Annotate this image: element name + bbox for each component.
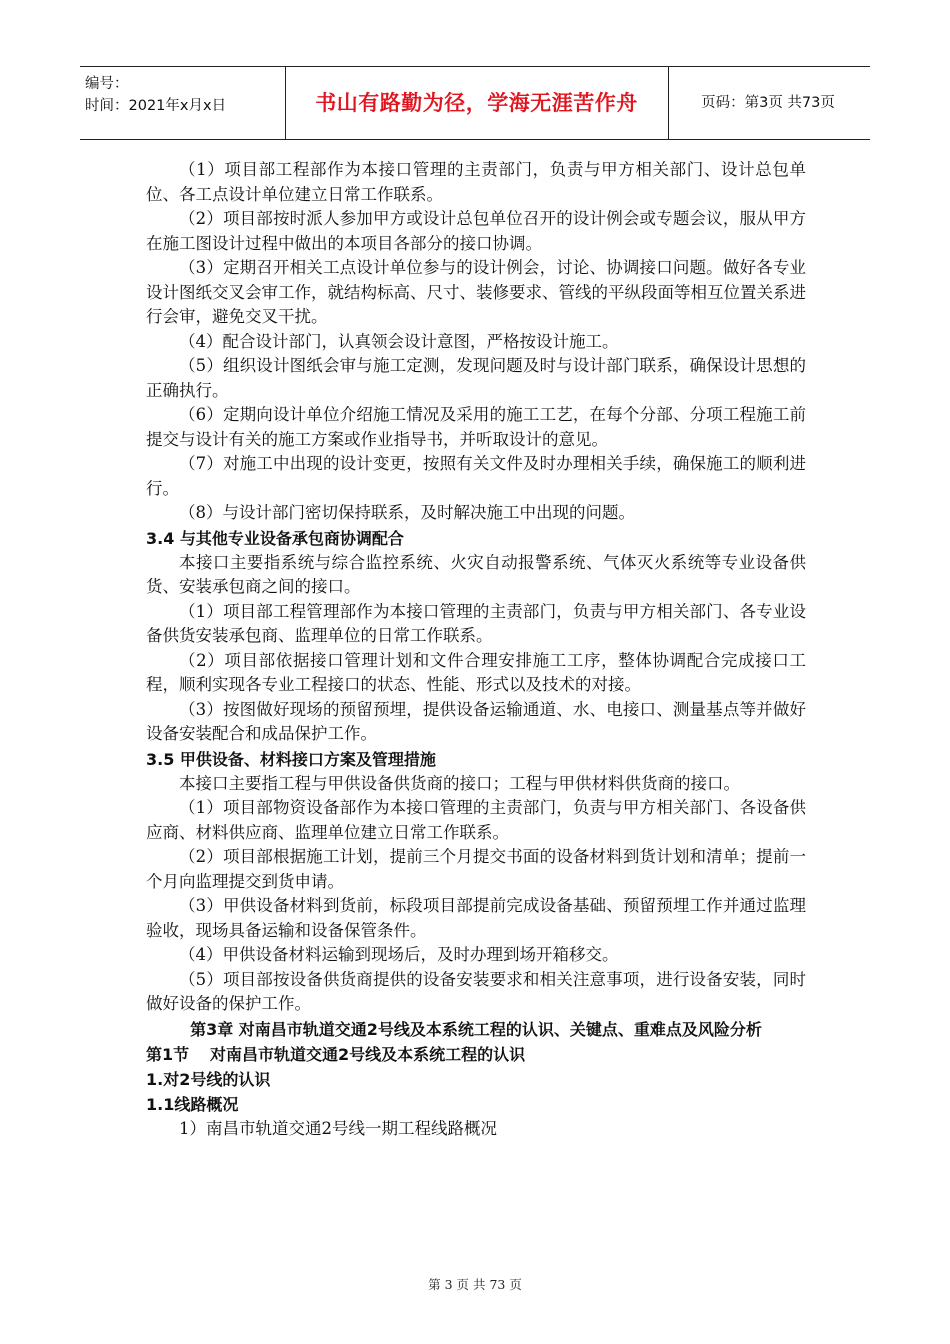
header-motto: 书山有路勤为径，学海无涯苦作舟 xyxy=(315,91,638,115)
chapter-heading: 第3章 对南昌市轨道交通2号线及本系统工程的认识、关键点、重难点及风险分析 xyxy=(190,1019,762,1039)
document-body xyxy=(146,158,806,1141)
section-title: 对南昌市轨道交通2号线及本系统工程的认识 xyxy=(210,1044,526,1064)
document-time-label: 时间：2021年x月x日 xyxy=(85,98,227,114)
page-footer: 第 3 页 共 73 页 xyxy=(428,1277,522,1292)
list-item: （8）与设计部门密切保持联系，及时解决施工中出现的问题。 xyxy=(179,503,635,522)
list-item: （3）甲供设备材料到货前，标段项目部提前完成设备基础、预留预埋工作并通过监理验收，现场具备运输和设备保管条件。 xyxy=(146,896,806,940)
header-meta xyxy=(85,73,226,117)
list-item: （3）定期召开相关工点设计单位参与的设计例会，讨论、协调接口问题。做好各专业设计图纸交叉会审工作，就结构标高、尺寸、装修要求、管线的平纵段面等相互位置关系进行会审，避免交叉干扰。 xyxy=(146,258,806,326)
list-item: （2）项目部根据施工计划，提前三个月提交书面的设备材料到货计划和清单；提前一个月向监理提交到货申请。 xyxy=(146,847,806,891)
section-intro: 本接口主要指系统与综合监控系统、火灾自动报警系统、气体灭火系统等专业设备供货、安装承包商之间的接口。 xyxy=(146,552,806,596)
document-number-label: 编号： xyxy=(85,76,129,92)
section-number: 第1节 xyxy=(146,1044,190,1064)
list-item: （1）项目部工程部作为本接口管理的主责部门，负责与甲方相关部门、设计总包单位、各工点设计单位建立日常工作联系。 xyxy=(146,160,806,204)
list-item: （1）项目部工程管理部作为本接口管理的主责部门，负责与甲方相关部门、各专业设备供货安装承包商、监理单位的日常工作联系。 xyxy=(146,601,806,645)
list-item: （4）配合设计部门，认真领会设计意图，严格按设计施工。 xyxy=(179,331,619,351)
list-item: （7）对施工中出现的设计变更，按照有关文件及时办理相关手续，确保施工的顺利进行。 xyxy=(146,454,806,498)
section-intro: 本接口主要指工程与甲供设备供货商的接口；工程与甲供材料供货商的接口。 xyxy=(179,773,740,793)
subheading-1-1: 1.1线路概况 xyxy=(146,1094,239,1114)
list-item: 1）南昌市轨道交通2号线一期工程线路概况 xyxy=(179,1118,497,1138)
header-page-info: 页码：第3页 共73页 xyxy=(701,95,835,111)
list-item: （5）项目部按设备供货商提供的设备安装要求和相关注意事项，进行设备安装，同时做好设备的保护工作。 xyxy=(146,969,806,1013)
list-item: （6）定期向设计单位介绍施工情况及采用的施工工艺，在每个分部、分项工程施工前提交与设计有关的施工方案或作业指导书，并听取设计的意见。 xyxy=(146,405,806,449)
section-heading-3-4: 3.4 与其他专业设备承包商协调配合 xyxy=(146,528,404,548)
list-item: （2）项目部依据接口管理计划和文件合理安排施工工序，整体协调配合完成接口工程，顺利实现各专业工程接口的状态、性能、形式以及技术的对接。 xyxy=(146,650,806,694)
section-heading-3-5: 3.5 甲供设备、材料接口方案及管理措施 xyxy=(146,749,436,769)
list-item: （4）甲供设备材料运输到现场后，及时办理到场开箱移交。 xyxy=(179,945,619,964)
list-item: （2）项目部按时派人参加甲方或设计总包单位召开的设计例会或专题会议，服从甲方在施工图设计过程中做出的本项目各部分的接口协调。 xyxy=(146,209,806,253)
list-item: （5）组织设计图纸会审与施工定测，发现问题及时与设计部门联系，确保设计思想的正确执行。 xyxy=(146,356,806,400)
page-header xyxy=(80,66,870,140)
list-item: （1）项目部物资设备部作为本接口管理的主责部门，负责与甲方相关部门、各设备供应商、材料供应商、监理单位建立日常工作联系。 xyxy=(146,798,806,842)
section-heading xyxy=(146,1042,806,1067)
list-item: （3）按图做好现场的预留预埋，提供设备运输通道、水、电接口、测量基点等并做好设备安装配合和成品保护工作。 xyxy=(146,699,806,743)
subheading-1: 1.对2号线的认识 xyxy=(146,1069,271,1089)
